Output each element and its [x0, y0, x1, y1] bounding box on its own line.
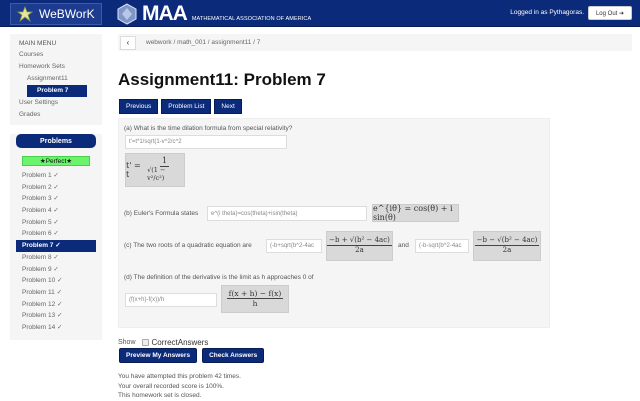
math-d-denominator: h — [252, 299, 258, 309]
problems-heading: Problems — [16, 134, 96, 148]
maa-abbrev: MAA — [142, 2, 187, 25]
problem-list-button[interactable]: Problem List — [161, 99, 211, 114]
score-message: Your overall recorded score is 100%. — [118, 382, 224, 390]
back-button[interactable]: ‹ — [120, 36, 136, 50]
check-answers-button[interactable]: Check Answers — [202, 348, 264, 363]
answer-b-preview: e^{iθ} = cos(θ) + i sin(θ) — [372, 204, 459, 222]
logged-in-status: Logged in as Pythagoras. — [510, 9, 584, 16]
math-c2-fraction — [475, 237, 540, 254]
problem-body — [118, 118, 550, 328]
math-d-fraction — [227, 290, 284, 308]
answer-c2-preview — [473, 231, 541, 261]
math-a-numerator: 1 — [161, 156, 168, 166]
math-a-denominator: √(1 − v²/c²) — [147, 166, 166, 182]
show-correct-answers-row — [118, 338, 208, 347]
math-c1-numerator: −b + √(b² − 4ac) — [329, 236, 390, 245]
problem-link-4[interactable]: Problem 4 ✓ — [22, 207, 59, 215]
answer-c2-input[interactable]: (-b-sqrt(b^2-4ac — [415, 239, 469, 253]
attempts-message: You have attempted this problem 42 times. — [118, 373, 241, 380]
sidebar-item-courses[interactable]: Courses — [19, 51, 44, 58]
problem-link-14[interactable]: Problem 14 ✓ — [22, 323, 63, 331]
sidebar-item-user-settings[interactable]: User Settings — [19, 99, 59, 106]
main-menu — [10, 34, 102, 125]
preview-answers-button[interactable]: Preview My Answers — [119, 348, 197, 363]
show-label: Show — [118, 339, 136, 346]
previous-button[interactable]: Previous — [119, 99, 158, 114]
answer-c1-preview — [326, 231, 393, 261]
top-navbar — [0, 0, 640, 27]
answer-actions — [119, 348, 264, 363]
math-a-lhs: t' = t — [126, 161, 141, 179]
problem-link-12[interactable]: Problem 12 ✓ — [22, 300, 63, 308]
status-messages — [118, 372, 241, 401]
answer-a-input[interactable]: t'=t*1/sqrt(1-v^2/c^2 — [125, 135, 287, 149]
question-b: (b) Euler's Formula states — [124, 210, 199, 217]
problem-link-13[interactable]: Problem 13 ✓ — [22, 312, 63, 320]
main-menu-heading: MAIN MENU — [19, 40, 57, 47]
page-title: Assignment11: Problem 7 — [118, 70, 326, 89]
problem-link-2[interactable]: Problem 2 ✓ — [22, 183, 59, 191]
webwork-logo-text: WeBWorK — [39, 7, 95, 21]
sidebar-item-grades[interactable]: Grades — [19, 111, 41, 118]
correct-answers-label[interactable]: CorrectAnswers — [151, 338, 209, 347]
answer-b-input[interactable]: e^(i theta)=cos(theta)+isin(theta) — [207, 206, 367, 221]
problem-nav — [119, 99, 242, 114]
breadcrumb — [118, 34, 632, 51]
answer-d-input[interactable]: (f(x+h)-f(x))/h — [125, 293, 217, 307]
and-label: and — [398, 242, 409, 249]
sidebar-item-assignment11[interactable]: Assignment11 — [27, 75, 68, 82]
correct-answers-checkbox[interactable] — [142, 339, 149, 346]
problem-link-3[interactable]: Problem 3 ✓ — [22, 195, 59, 203]
answer-a-preview — [125, 153, 185, 187]
math-c2-denominator: 2a — [502, 246, 512, 255]
webwork-logo[interactable] — [10, 3, 102, 25]
question-d: (d) The definition of the derivative is the limit as h approaches 0 of — [124, 274, 314, 281]
closed-message: This homework set is closed. — [118, 392, 202, 399]
problem-link-9[interactable]: Problem 9 ✓ — [22, 265, 59, 273]
problem-link-11[interactable]: Problem 11 ✓ — [22, 288, 63, 296]
sidebar — [10, 34, 102, 340]
problem-link-10[interactable]: Problem 10 ✓ — [22, 277, 63, 285]
math-c1-denominator: 2a — [355, 246, 364, 255]
sidebar-item-problem-7[interactable]: Problem 7 — [27, 85, 87, 97]
webwork-star-icon — [17, 6, 33, 22]
math-d-numerator: f(x + h) − f(x) — [228, 288, 282, 298]
maa-logo[interactable] — [116, 2, 311, 26]
breadcrumb-path[interactable]: webwork / math_001 / assignment11 / 7 — [146, 39, 261, 46]
problem-link-1[interactable]: Problem 1 ✓ — [22, 172, 59, 179]
problem-link-7[interactable]: Problem 7 ✓ — [16, 240, 96, 252]
perfect-badge: ★Perfect★ — [22, 156, 90, 166]
question-a: (a) What is the time dilation formula from special relativity? — [124, 125, 293, 132]
question-c: (c) The two roots of a quadratic equation are — [124, 242, 252, 249]
problem-link-8[interactable]: Problem 8 ✓ — [22, 253, 59, 261]
problems-panel — [10, 134, 102, 340]
math-c2-numerator: −b − √(b² − 4ac) — [476, 236, 538, 245]
answer-d-preview — [221, 285, 289, 313]
sidebar-item-homework-sets[interactable]: Homework Sets — [19, 63, 65, 70]
answer-c1-input[interactable]: (-b+sqrt(b^2-4ac — [266, 239, 322, 253]
logout-button[interactable]: Log Out ➜ — [588, 6, 632, 20]
math-c1-fraction — [327, 237, 392, 254]
maa-full-name: MATHEMATICAL ASSOCIATION OF AMERICA — [191, 15, 312, 22]
next-button[interactable]: Next — [214, 99, 241, 114]
problem-link-6[interactable]: Problem 6 ✓ — [22, 230, 59, 238]
math-a-fraction — [145, 157, 184, 182]
maa-polyhedron-icon — [116, 3, 138, 25]
problem-link-5[interactable]: Problem 5 ✓ — [22, 218, 59, 226]
